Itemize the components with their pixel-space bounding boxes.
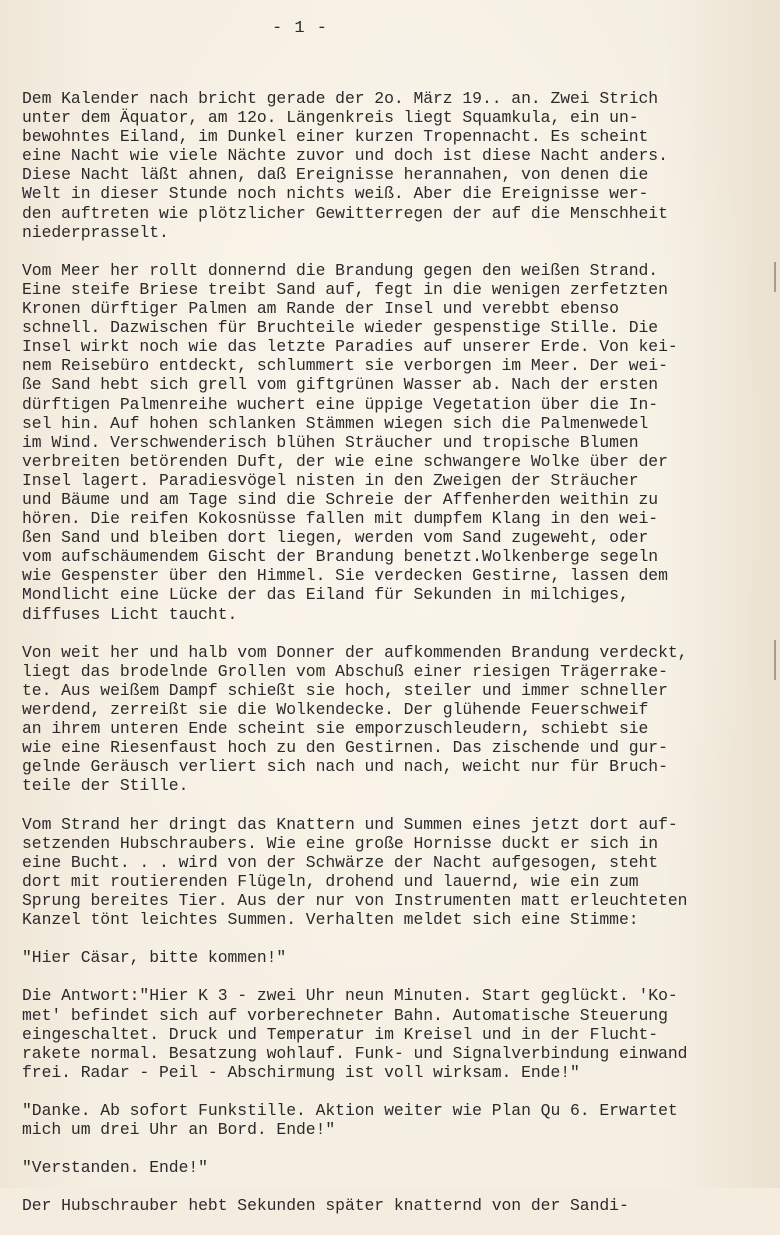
text-line: Kronen dürftiger Palmen am Rande der Insel und verebbt ebenso bbox=[22, 299, 619, 319]
text-line: Die Antwort:"Hier K 3 - zwei Uhr neun Minuten. Start geglückt. 'Ko- bbox=[22, 986, 678, 1006]
page-number: - 1 - bbox=[271, 19, 328, 38]
text-line: wie Gespenster über den Himmel. Sie verdecken Gestirne, lassen dem bbox=[22, 566, 668, 586]
text-line: setzenden Hubschraubers. Wie eine große Hornisse duckt er sich in bbox=[22, 833, 659, 853]
text-line: schnell. Dazwischen für Bruchteile wieder gespenstige Stille. Die bbox=[22, 318, 659, 338]
text-line: "Hier Cäsar, bitte kommen!" bbox=[22, 948, 287, 968]
text-line: Welt in dieser Stunde noch nichts weiß. Aber die Ereignisse wer- bbox=[22, 184, 649, 204]
text-line: und Bäume und am Tage sind die Schreie der Affenherden weithin zu bbox=[22, 489, 659, 509]
text-line: eingeschaltet. Druck und Temperatur im Kreisel und in der Flucht- bbox=[22, 1024, 659, 1044]
text-line: te. Aus weißem Dampf schießt sie hoch, steiler und immer schneller bbox=[22, 680, 668, 700]
text-line: den auftreten wie plötzlicher Gewitterregen der auf die Menschheit bbox=[22, 203, 668, 223]
text-line: hören. Die reifen Kokosnüsse fallen mit dumpfem Klang in den wei- bbox=[22, 509, 659, 529]
text-line: Mondlicht eine Lücke der das Eiland für Sekunden in milchiges, bbox=[22, 585, 629, 605]
text-line: eine Nacht wie viele Nächte zuvor und doch ist diese Nacht anders. bbox=[22, 146, 668, 166]
text-line: wie eine Riesenfaust hoch zu den Gestirnen. Das zischende und gur- bbox=[22, 738, 668, 758]
body-text bbox=[22, 89, 780, 1235]
text-line: dürftigen Palmenreihe wuchert eine üppige Vegetation über die In- bbox=[22, 394, 659, 414]
text-line: Der Hubschrauber hebt Sekunden später knatternd von der Sandi- bbox=[22, 1196, 629, 1216]
text-line: Vom Strand her dringt das Knattern und Summen eines jetzt dort auf- bbox=[22, 814, 678, 834]
text-line: diffuses Licht taucht. bbox=[22, 604, 238, 624]
text-line: Insel lagert. Paradiesvögel nisten in den Zweigen der Sträucher bbox=[22, 470, 639, 490]
paragraph bbox=[22, 815, 780, 930]
text-line: dort mit routierenden Flügeln, drohend und lauernd, wie ein zum bbox=[22, 871, 639, 891]
paragraph bbox=[22, 89, 780, 242]
text-line: vom aufschäumendem Gischt der Brandung benetzt.Wolkenberge segeln bbox=[22, 547, 659, 567]
paragraph bbox=[22, 1196, 780, 1215]
text-line: ßen Sand und bleiben dort liegen, werden vom Sand zugeweht, oder bbox=[22, 528, 649, 548]
text-line: gelnde Geräusch verliert sich nach und nach, weicht nur für Bruch- bbox=[22, 757, 668, 777]
text-line: Kanzel tönt leichtes Summen. Verhalten meldet sich eine Stimme: bbox=[22, 910, 639, 930]
text-line: Eine steife Briese treibt Sand auf, fegt in die wenigen zerfetzten bbox=[22, 279, 668, 299]
text-line: ße Sand hebt sich grell vom giftgrünen Wasser ab. Nach der ersten bbox=[22, 375, 659, 395]
text-line: frei. Radar - Peil - Abschirmung ist voll wirksam. Ende!" bbox=[22, 1062, 580, 1082]
text-line: rakete normal. Besatzung wohlauf. Funk- und Signalverbindung einwand bbox=[22, 1043, 688, 1063]
text-line: werdend, zerreißt sie die Wolkendecke. Der glühende Feuerschweif bbox=[22, 700, 649, 719]
text-line: eine Bucht. . . wird von der Schwärze der Nacht aufgesogen, steht bbox=[22, 852, 659, 872]
text-line: Diese Nacht läßt ahnen, daß Ereignisse herannahen, von denen die bbox=[22, 165, 649, 185]
text-line: verbreiten betörenden Duft, der wie eine schwangere Wolke über der bbox=[22, 451, 668, 471]
text-line: met' befindet sich auf vorberechneter Bahn. Automatische Steuerung bbox=[22, 1005, 668, 1025]
text-line: mich um drei Uhr an Bord. Ende!" bbox=[22, 1120, 336, 1140]
paragraph bbox=[22, 1158, 780, 1177]
text-line: Vom Meer her rollt donnernd die Brandung gegen den weißen Strand. bbox=[22, 260, 659, 280]
paragraph bbox=[22, 948, 780, 967]
paragraph bbox=[22, 1101, 780, 1139]
text-line: liegt das brodelnde Grollen vom Abschuß einer riesigen Trägerrake- bbox=[22, 661, 668, 681]
text-line: bewohntes Eiland, im Dunkel einer kurzen Tropennacht. Es scheint bbox=[22, 127, 649, 147]
text-line: Sprung bereites Tier. Aus der nur von Instrumenten matt erleuchteten bbox=[22, 890, 688, 910]
text-line: Dem Kalender nach bricht gerade der 2o. März 19.. an. Zwei Strich bbox=[22, 89, 659, 108]
text-line: "Danke. Ab sofort Funkstille. Aktion weiter wie Plan Qu 6. Erwartet bbox=[22, 1100, 678, 1120]
text-line: nem Reisebüro entdeckt, schlummert sie verborgen im Meer. Der wei- bbox=[22, 356, 668, 376]
text-line: niederprasselt. bbox=[22, 222, 169, 242]
paragraph bbox=[22, 261, 780, 624]
text-line: unter dem Äquator, am 12o. Längenkreis liegt Squamkula, ein un- bbox=[22, 108, 639, 128]
paragraph bbox=[22, 986, 780, 1081]
text-line: teile der Stille. bbox=[22, 776, 189, 796]
text-line: Von weit her und halb vom Donner der aufkommenden Brandung verdeckt, bbox=[22, 642, 688, 662]
text-line: sel hin. Auf hohen schlanken Stämmen wiegen sich die Palmenwedel bbox=[22, 413, 649, 433]
paragraph bbox=[22, 643, 780, 796]
text-line: "Verstanden. Ende!" bbox=[22, 1158, 208, 1178]
text-line: im Wind. Verschwenderisch blühen Sträucher und tropische Blumen bbox=[22, 432, 639, 452]
text-line: Insel wirkt noch wie das letzte Paradies auf unserer Erde. Von kei- bbox=[22, 337, 678, 357]
text-line: an ihrem unteren Ende scheint sie emporzuschleudern, schiebt sie bbox=[22, 719, 649, 739]
